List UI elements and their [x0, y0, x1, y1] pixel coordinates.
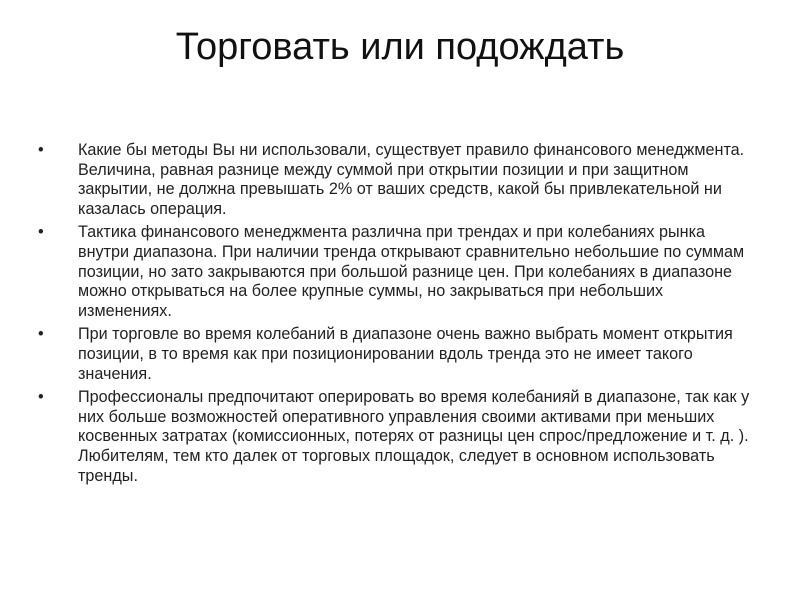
- bullet-text: Тактика финансового менеджмента различна при трендах и при колебаниях рынка внутри диапазона. При наличии тренда открывают сравнительно небольшие по суммам позиции, но зато закрываются при большой разнице цен. При колебаниях в диапазоне можно открываться на более крупные суммы, но закрываться при небольших изменениях.: [78, 223, 745, 320]
- bullet-marker: •: [38, 141, 44, 159]
- bullet-item: [38, 325, 758, 384]
- bullet-text: При торговле во время колебаний в диапазоне очень важно выбрать момент открытия позиции, в то время как при позиционировании вдоль тренда это не имеет такого значения.: [78, 325, 733, 383]
- bullet-marker: •: [38, 325, 44, 344]
- bullet-item: [38, 388, 758, 486]
- bullet-item: [38, 141, 758, 219]
- bullet-marker: •: [38, 388, 44, 407]
- bullet-list: [38, 141, 758, 490]
- bullet-text: Профессионалы предпочитают оперировать во время колебанияй в диапазоне, так как у них больше возможностей оперативного управления своими активами при меньших косвенных затратах (комиссионных, потерях от разницы цен спрос/предложение и т. д. ). Любителям, тем кто далек от торговых площадок, следует в основном использовать тренды.: [78, 388, 750, 485]
- bullet-text: Какие бы методы Вы ни использовали, существует правило финансового менеджмента. Величина, равная разнице между суммой при открытии позиции и при защитном закрытии, не должна превышать 2% от ваших средств, какой бы привлекательной ни казалась операция.: [78, 141, 745, 218]
- bullet-item: [38, 223, 758, 321]
- bullet-marker: •: [38, 223, 44, 242]
- slide-title: Торговать или подождать: [175, 26, 625, 68]
